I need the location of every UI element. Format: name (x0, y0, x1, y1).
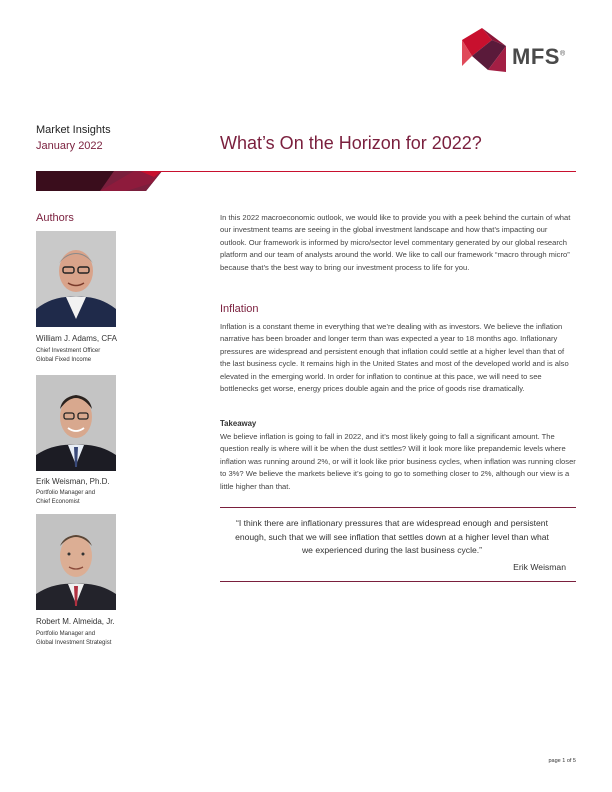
author-role: Global Investment Strategist (36, 640, 112, 646)
author-role: Chief Economist (36, 499, 80, 505)
series-label: Market Insights (36, 124, 111, 136)
inflation-paragraph: Inflation is a constant theme in everything that we’re dealing with as investors. We believe the inflation narrative has been broader and longer term than was expected a year to 18 months ago. Inflationary pressures are widespread and persistent enough that inflation could settle at a higher level than that of the last business cycle. It remains high in the United States and most of the developed world and is also elevated in the emerging world. In order for inflation to continue at this pace, we will need to see bottlenecks get worse, energy prices double again and the price of goods rise dramatically. (220, 322, 569, 394)
author-role: Portfolio Manager and (36, 490, 96, 496)
author-role: Portfolio Manager and (36, 631, 96, 637)
logo-wordmark: MFS® (512, 44, 566, 69)
quote-attribution: Erik Weisman (513, 562, 566, 572)
authors-heading: Authors (36, 212, 74, 224)
publication-date: January 2022 (36, 140, 103, 152)
takeaway-label: Takeaway (220, 419, 257, 428)
author-photo (36, 231, 116, 327)
document-title: What’s On the Horizon for 2022? (220, 133, 482, 153)
header-accent-bar (36, 171, 576, 191)
page-number: page 1 of 5 (548, 758, 576, 764)
author-photo (36, 375, 116, 471)
author-name: Erik Weisman, Ph.D. (36, 477, 110, 486)
takeaway-paragraph: We believe inflation is going to fall in 2022, and it’s most likely going to fall a significant amount. The question really is where will it be when the dust settles? Will it look more like prepandemic levels where inflation was running around 2%, or will it look like prior business cycles, when inflation was running closer to 3%? We believe the markets believe it’s going to go to something closer to 2%, although our view is a little higher than that. (220, 432, 576, 491)
quote-bottom-rule (220, 581, 576, 582)
author-photo (36, 514, 116, 610)
author-role: Global Fixed Income (36, 357, 92, 363)
author-name: Robert M. Almeida, Jr. (36, 617, 115, 626)
section-heading-inflation: Inflation (220, 303, 259, 315)
author-name: William J. Adams, CFA (36, 334, 117, 343)
intro-paragraph: In this 2022 macroeconomic outlook, we would like to provide you with a peek behind the curtain of what our investment teams are seeing in the global investment landscape and how that’s impacting our outlook. Our framework is informed by micro/sector level commentary generated by our global research platform and our team of analysts around the world. We like to call our framework “macro through micro” because that’s the best way to bring our investment process to life for you. (220, 213, 571, 272)
pull-quote: “I think there are inflationary pressures that are widespread enough and persistent enough, such that we will see inflation that settles down at a higher level than what we experienced during the last business cycle.” (235, 518, 549, 555)
quote-top-rule (220, 507, 576, 508)
author-role: Chief Investment Officer (36, 348, 101, 354)
